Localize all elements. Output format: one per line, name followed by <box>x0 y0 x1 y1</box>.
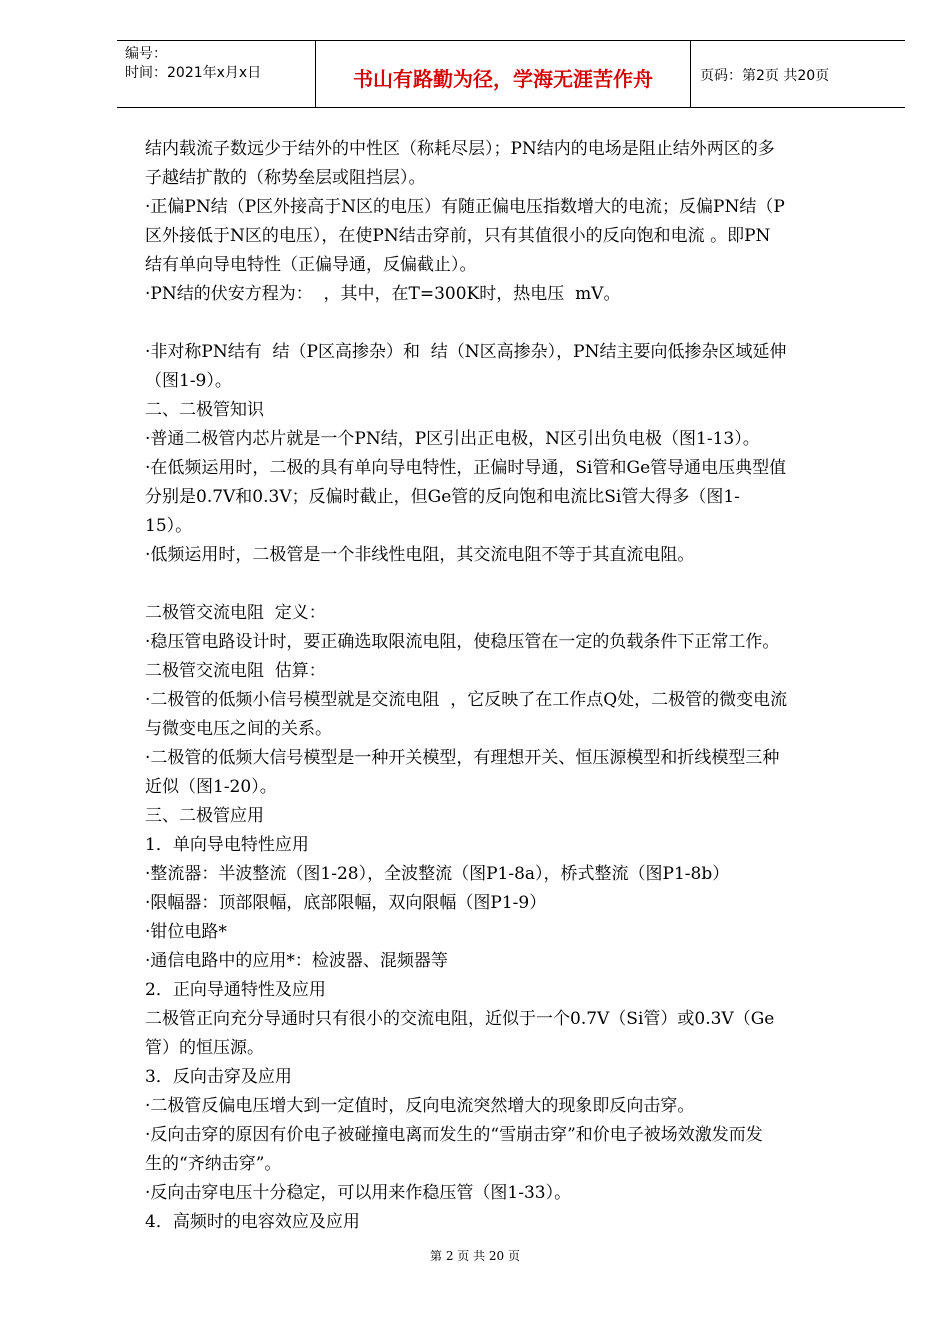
body-line: 二、二极管知识 <box>145 400 264 420</box>
body-line: 15）。 <box>145 516 193 536</box>
body-line: 4．高频时的电容效应及应用 <box>145 1212 360 1232</box>
page-number-label: 页码：第2页 共20页 <box>700 68 830 84</box>
page-header <box>117 40 905 108</box>
body-line: ·二极管反偏电压增大到一定值时，反向电流突然增大的现象即反向击穿。 <box>145 1096 695 1116</box>
body-line: 分别是0.7V和0.3V；反偏时截止，但Ge管的反向饱和电流比Si管大得多（图1- <box>145 487 740 507</box>
body-line: 3．反向击穿及应用 <box>145 1067 292 1087</box>
body-line: 二极管交流电阻 估算： <box>145 661 326 681</box>
serial-label: 编号： <box>125 46 167 62</box>
motto-text: 书山有路勤为径，学海无涯苦作舟 <box>353 67 653 91</box>
body-line: ·二极管的低频大信号模型是一种开关模型，有理想开关、恒压源模型和折线模型三种 <box>145 748 780 768</box>
body-line: ·在低频运用时，二极的具有单向导电特性，正偏时导通，Si管和Ge管导通电压典型值 <box>145 458 787 478</box>
body-line: 三、二极管应用 <box>145 806 264 826</box>
body-line: 结有单向导电特性（正偏导通，反偏截止）。 <box>145 255 477 275</box>
body-line: ·限幅器：顶部限幅，底部限幅，双向限幅（图P1-9） <box>145 893 547 913</box>
body-line: 二极管交流电阻 定义： <box>145 603 326 623</box>
header-meta-cell <box>117 41 315 107</box>
header-motto-cell <box>315 41 691 107</box>
body-line: ·钳位电路* <box>145 922 227 942</box>
header-page-cell <box>690 41 905 107</box>
body-line: 管）的恒压源。 <box>145 1038 264 1058</box>
body-line: 子越结扩散的（称势垒层或阻挡层）。 <box>145 168 426 188</box>
body-line: 与微变电压之间的关系。 <box>145 719 332 739</box>
body-line: ·二极管的低频小信号模型就是交流电阻 ，它反映了在工作点Q处，二极管的微变电流 <box>145 690 788 710</box>
body-line: ·整流器：半波整流（图1-28），全波整流（图P1-8a），桥式整流（图P1-8b） <box>145 864 730 884</box>
page-footer: 第 2 页 共 20 页 <box>430 1249 520 1263</box>
body-line: 生的“齐纳击穿”。 <box>145 1154 282 1174</box>
time-label: 时间：2021年x月x日 <box>125 65 262 81</box>
body-line: 2．正向导通特性及应用 <box>145 980 326 1000</box>
body-line <box>145 570 885 599</box>
body-line: 结内载流子数远少于结外的中性区（称耗尽层）；PN结内的电场是阻止结外两区的多 <box>145 139 775 159</box>
body-line: ·PN结的伏安方程为： ，其中，在T=300K时，热电压 mV。 <box>145 284 621 304</box>
body-line: ·通信电路中的应用*：检波器、混频器等 <box>145 951 448 971</box>
body-line: 区外接低于N区的电压），在使PN结击穿前，只有其值很小的反向饱和电流 。即PN <box>145 226 771 246</box>
body-line: ·反向击穿电压十分稳定，可以用来作稳压管（图1-33）。 <box>145 1183 572 1203</box>
body-line: ·反向击穿的原因有价电子被碰撞电离而发生的“雪崩击穿”和价电子被场效激发而发 <box>145 1125 763 1145</box>
body-line: ·稳压管电路设计时，要正确选取限流电阻，使稳压管在一定的负载条件下正常工作。 <box>145 632 780 652</box>
body-line <box>145 309 885 338</box>
body-line: （图1-9）。 <box>145 371 232 391</box>
body-line: ·正偏PN结（P区外接高于N区的电压）有随正偏电压指数增大的电流；反偏PN结（P <box>145 197 785 217</box>
body-line: 近似（图1-20）。 <box>145 777 277 797</box>
body-line: ·非对称PN结有 结（P区高掺杂）和 结（N区高掺杂），PN结主要向低掺杂区域延伸 <box>145 342 787 362</box>
body-line: 二极管正向充分导通时只有很小的交流电阻，近似于一个0.7V（Si管）或0.3V（Ge <box>145 1009 775 1029</box>
body-line: ·普通二极管内芯片就是一个PN结，P区引出正电极，N区引出负电极（图1-13）。 <box>145 429 760 449</box>
document-body <box>145 135 885 1237</box>
body-line: ·低频运用时，二极管是一个非线性电阻，其交流电阻不等于其直流电阻。 <box>145 545 695 565</box>
body-line: 1．单向导电特性应用 <box>145 835 309 855</box>
